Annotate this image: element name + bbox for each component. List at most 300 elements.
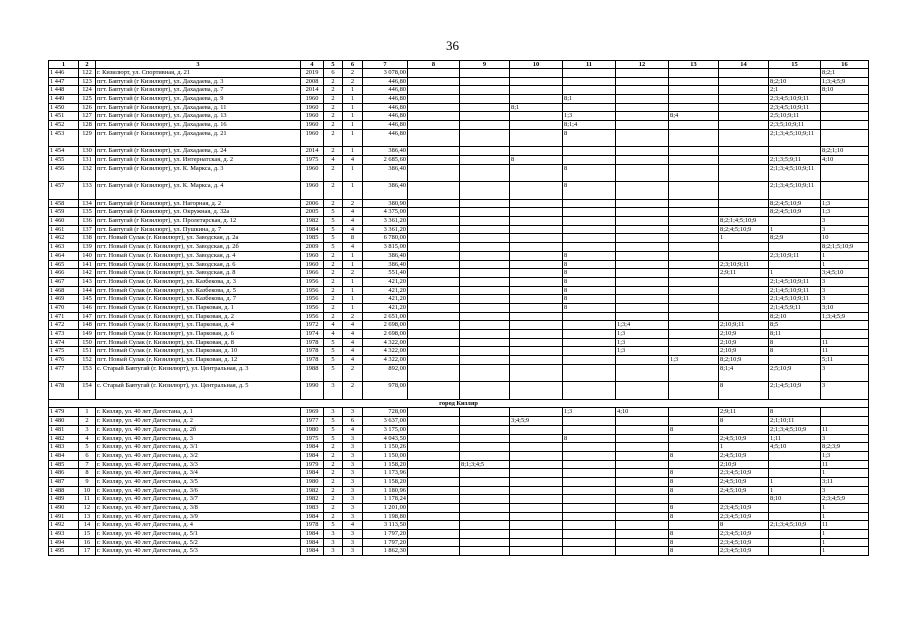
cell-row-number: 1 455: [49, 156, 79, 165]
table-row: [49, 469, 869, 478]
cell-col-9: [460, 182, 510, 200]
cell-col-10: [510, 86, 563, 95]
cell-col-13: [669, 260, 719, 269]
row-1478-group: [49, 382, 869, 400]
cell-floors: 5: [324, 225, 343, 234]
cell-col-15: 2;3;5;10;9;11: [769, 121, 821, 130]
cell-year-built: 1960: [301, 121, 324, 130]
cell-year-built: 1977: [301, 417, 324, 426]
cell-area: 1 178,24: [363, 495, 408, 504]
cell-col-14: 2;10;9: [719, 460, 769, 469]
cell-col-15: 1: [769, 486, 821, 495]
cell-col-11: [563, 156, 616, 165]
cell-col-9: [460, 95, 510, 104]
cell-col-16: [821, 330, 869, 339]
cell-col-13: 1;3: [669, 356, 719, 365]
cell-col-8: [408, 225, 460, 234]
cell-address: пгт. Новый Сулак (г. Кизилюрт), ул. Парковая, д. 10: [96, 347, 301, 356]
cell-row-number: 1 476: [49, 356, 79, 365]
cell-entrances: 1: [343, 295, 363, 304]
cell-col-16: [821, 95, 869, 104]
cell-local-number: 144: [79, 286, 96, 295]
table-row: [49, 95, 869, 104]
cell-address: пгт. Новый Сулак (г. Кизилюрт), ул. Заводская, д. 2а: [96, 234, 301, 243]
cell-col-12: 1;3: [616, 330, 669, 339]
cell-address: пгт. Бавтугай (г Кизилюрт), ул. Дахадаева, д. 7: [96, 86, 301, 95]
cell-col-13: [669, 95, 719, 104]
cell-col-10: [510, 269, 563, 278]
cell-col-11: [563, 86, 616, 95]
cell-col-11: [563, 538, 616, 547]
col-header: 8: [408, 61, 460, 69]
cell-floors: 2: [324, 147, 343, 156]
cell-area: 421,20: [363, 295, 408, 304]
cell-col-8: [408, 286, 460, 295]
cell-col-11: 8;1: [563, 95, 616, 104]
cell-entrances: 3: [343, 512, 363, 521]
cell-col-11: 1;3: [563, 112, 616, 121]
cell-col-15: 8;11: [769, 330, 821, 339]
cell-floors: 2: [324, 182, 343, 200]
cell-local-number: 16: [79, 538, 96, 547]
cell-col-14: [719, 121, 769, 130]
cell-address: г. Кизляр, ул. 40 лет Дагестана, д. 2б: [96, 425, 301, 434]
cell-area: 446,80: [363, 112, 408, 121]
cell-col-9: [460, 303, 510, 312]
cell-col-11: 8;1;4: [563, 121, 616, 130]
cell-entrances: 2: [343, 382, 363, 400]
row-1453-group: [49, 129, 869, 147]
cell-col-16: 1: [821, 469, 869, 478]
cell-col-11: 8: [563, 434, 616, 443]
cell-col-15: [769, 460, 821, 469]
cell-area: 1 158,20: [363, 460, 408, 469]
cell-floors: 2: [324, 164, 343, 182]
cell-address: г. Кизляр, ул. 40 лет Дагестана, д. 5/1: [96, 530, 301, 539]
cell-area: 1 150,00: [363, 451, 408, 460]
cell-local-number: 125: [79, 95, 96, 104]
cell-col-8: [408, 103, 460, 112]
cell-col-14: 2;3;4;5;10;9: [719, 469, 769, 478]
cell-area: 386,40: [363, 260, 408, 269]
section-title: город Кизляр: [49, 399, 869, 408]
cell-col-11: [563, 486, 616, 495]
kizlyar-rows: [49, 408, 869, 556]
cell-col-8: [408, 156, 460, 165]
cell-col-10: [510, 225, 563, 234]
cell-col-16: 4;10: [821, 156, 869, 165]
cell-col-15: 2;1;3;4;5;10;9;11: [769, 164, 821, 182]
cell-area: 3 078,00: [363, 69, 408, 78]
cell-col-14: [719, 208, 769, 217]
cell-col-9: [460, 156, 510, 165]
cell-local-number: 17: [79, 547, 96, 556]
cell-col-8: [408, 512, 460, 521]
table-row: [49, 69, 869, 78]
cell-row-number: 1 475: [49, 347, 79, 356]
cell-floors: 2: [324, 495, 343, 504]
cell-col-12: [616, 86, 669, 95]
cell-col-14: 2;3;4;5;10;9: [719, 504, 769, 513]
cell-col-16: 3;10: [821, 303, 869, 312]
cell-floors: 5: [324, 217, 343, 226]
cell-row-number: 1 456: [49, 164, 79, 182]
cell-col-13: [669, 121, 719, 130]
cell-row-number: 1 494: [49, 538, 79, 547]
cell-col-11: [563, 443, 616, 452]
cell-area: 446,80: [363, 103, 408, 112]
table-row: [49, 460, 869, 469]
cell-year-built: 1982: [301, 486, 324, 495]
cell-col-8: [408, 382, 460, 400]
cell-area: 3 361,20: [363, 225, 408, 234]
cell-entrances: 1: [343, 286, 363, 295]
cell-col-14: 8;2;1;4;5;10;9: [719, 217, 769, 226]
cell-year-built: 1956: [301, 277, 324, 286]
cell-row-number: 1 493: [49, 530, 79, 539]
cell-col-11: 8: [563, 129, 616, 147]
table-row: [49, 321, 869, 330]
cell-col-15: 2;3;10;9;11: [769, 251, 821, 260]
cell-year-built: 1982: [301, 217, 324, 226]
cell-col-15: 8;2;9: [769, 234, 821, 243]
cell-col-8: [408, 417, 460, 426]
cell-col-11: 8: [563, 277, 616, 286]
cell-entrances: 3: [343, 530, 363, 539]
cell-area: 446,80: [363, 95, 408, 104]
section-header-row: [49, 399, 869, 408]
cell-col-8: [408, 86, 460, 95]
cell-address: г. Кизляр, ул. 40 лет Дагестана, д. 3/9: [96, 512, 301, 521]
cell-col-10: [510, 295, 563, 304]
cell-col-9: [460, 338, 510, 347]
cell-col-11: 8: [563, 269, 616, 278]
cell-floors: 2: [324, 486, 343, 495]
cell-floors: 2: [324, 303, 343, 312]
cell-col-15: [769, 547, 821, 556]
col-header: 4: [301, 61, 324, 69]
cell-floors: 5: [324, 425, 343, 434]
cell-floors: 3: [324, 547, 343, 556]
cell-col-16: 10: [821, 234, 869, 243]
cell-floors: 2: [324, 86, 343, 95]
cell-col-13: [669, 77, 719, 86]
cell-local-number: 150: [79, 338, 96, 347]
cell-floors: 5: [324, 234, 343, 243]
cell-col-10: [510, 129, 563, 147]
cell-col-9: [460, 521, 510, 530]
table-row: [49, 417, 869, 426]
cell-col-8: [408, 443, 460, 452]
cell-floors: 5: [324, 347, 343, 356]
cell-col-15: [769, 243, 821, 252]
cell-col-9: [460, 112, 510, 121]
cell-local-number: 149: [79, 330, 96, 339]
cell-entrances: 1: [343, 303, 363, 312]
cell-row-number: 1 479: [49, 408, 79, 417]
cell-row-number: 1 458: [49, 199, 79, 208]
cell-col-10: [510, 112, 563, 121]
table-row: [49, 147, 869, 156]
cell-area: 3 637,00: [363, 417, 408, 426]
cell-col-16: 3: [821, 434, 869, 443]
cell-year-built: 2014: [301, 86, 324, 95]
kizilyurt-rows-c: [49, 199, 869, 364]
cell-row-number: 1 471: [49, 312, 79, 321]
cell-col-13: 8: [669, 477, 719, 486]
cell-floors: 2: [324, 95, 343, 104]
cell-col-15: 8: [769, 347, 821, 356]
cell-entrances: 3: [343, 495, 363, 504]
table-row: [49, 121, 869, 130]
cell-area: 380,90: [363, 199, 408, 208]
cell-year-built: 2019: [301, 69, 324, 78]
cell-address: пгт. Бавтугай (г Кизилюрт), ул. Дахадаева, д. 16: [96, 121, 301, 130]
cell-floors: 2: [324, 451, 343, 460]
cell-floors: 4: [324, 330, 343, 339]
cell-entrances: 3: [343, 443, 363, 452]
cell-local-number: 134: [79, 199, 96, 208]
cell-col-12: [616, 217, 669, 226]
cell-address: г. Кизляр, ул. 40 лет Дагестана, д. 5/2: [96, 538, 301, 547]
cell-col-8: [408, 321, 460, 330]
cell-col-13: [669, 182, 719, 200]
cell-col-9: [460, 77, 510, 86]
table-row: [49, 356, 869, 365]
cell-entrances: 4: [343, 521, 363, 530]
cell-year-built: 1984: [301, 443, 324, 452]
cell-col-11: [563, 330, 616, 339]
cell-col-9: [460, 164, 510, 182]
cell-floors: 5: [324, 208, 343, 217]
cell-row-number: 1 446: [49, 69, 79, 78]
cell-col-15: 8;2;10: [769, 312, 821, 321]
cell-area: 978,00: [363, 382, 408, 400]
cell-col-13: [669, 364, 719, 382]
cell-col-16: 8;2;1: [821, 69, 869, 78]
cell-floors: 5: [324, 417, 343, 426]
cell-address: г. Кизляр, ул. 40 лет Дагестана, д. 3/6: [96, 486, 301, 495]
cell-entrances: 1: [343, 147, 363, 156]
cell-col-16: [821, 182, 869, 200]
cell-col-9: [460, 129, 510, 147]
cell-col-9: [460, 443, 510, 452]
cell-floors: 2: [324, 460, 343, 469]
cell-col-15: 2;1: [769, 86, 821, 95]
cell-col-11: [563, 243, 616, 252]
cell-col-16: 1: [821, 512, 869, 521]
cell-row-number: 1 490: [49, 504, 79, 513]
cell-local-number: 132: [79, 164, 96, 182]
cell-col-12: [616, 286, 669, 295]
cell-col-10: [510, 69, 563, 78]
cell-col-9: [460, 408, 510, 417]
cell-address: г. Кизляр, ул. 40 лет Дагестана, д. 3/5: [96, 477, 301, 486]
cell-local-number: 7: [79, 460, 96, 469]
cell-col-10: [510, 199, 563, 208]
table-row: [49, 129, 869, 147]
cell-col-16: 3: [821, 217, 869, 226]
cell-floors: 6: [324, 69, 343, 78]
cell-row-number: 1 462: [49, 234, 79, 243]
cell-col-12: [616, 147, 669, 156]
cell-col-9: [460, 251, 510, 260]
cell-col-9: [460, 477, 510, 486]
cell-area: 421,20: [363, 286, 408, 295]
cell-year-built: 1984: [301, 538, 324, 547]
cell-col-14: 2;3;4;5;10;9: [719, 547, 769, 556]
cell-col-13: [669, 347, 719, 356]
cell-local-number: 127: [79, 112, 96, 121]
cell-col-12: [616, 382, 669, 400]
cell-col-15: [769, 217, 821, 226]
cell-col-8: [408, 147, 460, 156]
cell-col-12: [616, 103, 669, 112]
table-row: [49, 364, 869, 382]
cell-address: г. Кизляр, ул. 40 лет Дагестана, д. 2: [96, 417, 301, 426]
table-row: [49, 199, 869, 208]
cell-entrances: 4: [343, 321, 363, 330]
cell-entrances: 4: [343, 338, 363, 347]
col-header: 5: [324, 61, 343, 69]
cell-col-14: 2;10;9: [719, 347, 769, 356]
cell-year-built: 1984: [301, 451, 324, 460]
cell-row-number: 1 492: [49, 521, 79, 530]
cell-col-10: 3;4;5;9: [510, 417, 563, 426]
cell-year-built: 1978: [301, 347, 324, 356]
row-1456-group: [49, 164, 869, 182]
cell-area: 1 797,20: [363, 538, 408, 547]
cell-col-14: 2;3;4;5;10;9: [719, 530, 769, 539]
cell-year-built: 1960: [301, 251, 324, 260]
cell-col-10: [510, 408, 563, 417]
cell-floors: 2: [324, 77, 343, 86]
cell-col-10: [510, 443, 563, 452]
cell-row-number: 1 480: [49, 417, 79, 426]
cell-col-13: [669, 303, 719, 312]
cell-col-9: [460, 217, 510, 226]
cell-year-built: 1984: [301, 225, 324, 234]
cell-col-8: [408, 495, 460, 504]
cell-area: 386,40: [363, 182, 408, 200]
cell-col-10: [510, 286, 563, 295]
cell-year-built: 1956: [301, 295, 324, 304]
cell-col-14: [719, 103, 769, 112]
col-header: 13: [669, 61, 719, 69]
cell-year-built: 1978: [301, 338, 324, 347]
cell-col-9: [460, 417, 510, 426]
cell-col-13: [669, 217, 719, 226]
cell-col-8: [408, 425, 460, 434]
cell-address: пгт. Новый Сулак (г. Кизилюрт), ул. Парковая, д. 12: [96, 356, 301, 365]
cell-col-8: [408, 69, 460, 78]
cell-row-number: 1 463: [49, 243, 79, 252]
cell-local-number: 131: [79, 156, 96, 165]
cell-col-14: 8: [719, 382, 769, 400]
cell-row-number: 1 467: [49, 277, 79, 286]
cell-local-number: 136: [79, 217, 96, 226]
cell-area: 386,40: [363, 164, 408, 182]
cell-address: г. Кизляр, ул. 40 лет Дагестана, д. 3/3: [96, 460, 301, 469]
cell-col-12: [616, 312, 669, 321]
cell-col-8: [408, 547, 460, 556]
cell-row-number: 1 477: [49, 364, 79, 382]
cell-address: г. Кизляр, ул. 40 лет Дагестана, д. 4: [96, 521, 301, 530]
cell-address: пгт. Новый Сулак (г. Кизилюрт), ул. Парковая, д. 4: [96, 321, 301, 330]
cell-floors: 3: [324, 538, 343, 547]
cell-col-13: 8: [669, 425, 719, 434]
cell-col-12: 1;3: [616, 347, 669, 356]
cell-col-11: [563, 208, 616, 217]
cell-floors: 5: [324, 521, 343, 530]
col-header: 2: [79, 61, 96, 69]
cell-address: пгт. Новый Сулак (г. Кизилюрт), ул. Заводская, д. 2б: [96, 243, 301, 252]
cell-col-8: [408, 469, 460, 478]
cell-col-15: 8;2;4;5;10;9: [769, 208, 821, 217]
col-header: 7: [363, 61, 408, 69]
cell-col-13: 8: [669, 504, 719, 513]
cell-col-14: 2;10;9: [719, 330, 769, 339]
cell-col-11: [563, 530, 616, 539]
cell-address: пгт. Бавтугай (г Кизилюрт), ул. К. Маркса, д. 4: [96, 182, 301, 200]
cell-col-12: [616, 417, 669, 426]
cell-col-8: [408, 295, 460, 304]
cell-col-12: 1;3: [616, 338, 669, 347]
cell-entrances: 3: [343, 504, 363, 513]
row-1457-group: [49, 182, 869, 200]
cell-entrances: 2: [343, 269, 363, 278]
cell-area: 4 322,00: [363, 356, 408, 365]
cell-col-10: [510, 147, 563, 156]
cell-col-11: 8: [563, 251, 616, 260]
cell-entrances: 2: [343, 69, 363, 78]
cell-col-12: [616, 425, 669, 434]
cell-local-number: 124: [79, 86, 96, 95]
cell-col-16: 3: [821, 286, 869, 295]
cell-local-number: 139: [79, 243, 96, 252]
table-row: [49, 451, 869, 460]
cell-col-16: 1;3: [821, 199, 869, 208]
cell-row-number: 1 491: [49, 512, 79, 521]
cell-col-9: [460, 364, 510, 382]
table-row: [49, 217, 869, 226]
cell-col-10: [510, 182, 563, 200]
cell-col-8: [408, 330, 460, 339]
cell-col-13: [669, 312, 719, 321]
cell-col-14: 2;9;11: [719, 408, 769, 417]
cell-floors: 5: [324, 338, 343, 347]
section-group: [49, 399, 869, 408]
cell-col-14: 2;3;4;5;10;9: [719, 538, 769, 547]
cell-col-9: [460, 208, 510, 217]
cell-entrances: 4: [343, 225, 363, 234]
cell-col-10: [510, 217, 563, 226]
cell-entrances: 2: [343, 312, 363, 321]
cell-col-15: 2;3;4;5;10;9;11: [769, 95, 821, 104]
cell-col-12: [616, 199, 669, 208]
cell-local-number: 11: [79, 495, 96, 504]
cell-col-15: 1: [769, 477, 821, 486]
cell-col-9: [460, 530, 510, 539]
cell-address: пгт. Бавтугай (г Кизилюрт), ул. Окружная, д. 32а: [96, 208, 301, 217]
cell-col-14: 2;10;9: [719, 338, 769, 347]
cell-col-13: [669, 243, 719, 252]
cell-col-13: [669, 382, 719, 400]
cell-col-14: [719, 164, 769, 182]
cell-floors: 2: [324, 277, 343, 286]
cell-col-11: [563, 338, 616, 347]
cell-col-9: [460, 347, 510, 356]
